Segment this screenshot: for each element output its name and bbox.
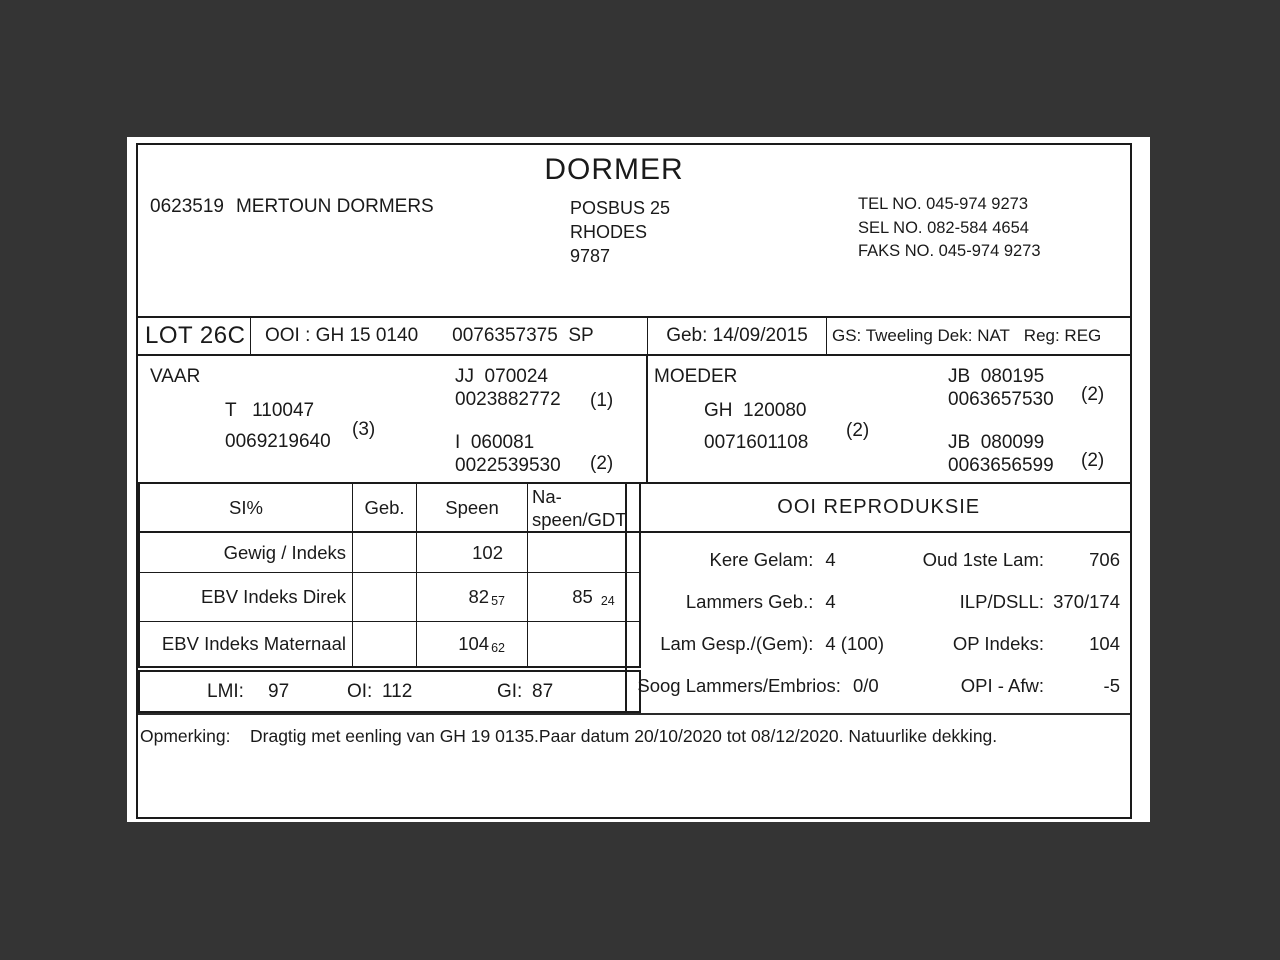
gewig-speen-main: 102 <box>472 541 503 563</box>
lam-gesp-pair <box>637 633 884 655</box>
breed-title: DORMER <box>544 153 684 186</box>
breeder-name: MERTOUN DORMERS <box>235 196 434 217</box>
birth-date: Geb: 14/09/2015 <box>648 318 827 354</box>
lmi-value: 97 <box>268 681 290 702</box>
opi-afw-label: OPI - Afw: <box>960 675 1044 696</box>
remark-row <box>138 713 1130 817</box>
oi-value: 112 <box>382 681 413 702</box>
opi-afw-pair <box>884 675 1120 697</box>
gewig-speen-value <box>417 533 528 573</box>
sire-label: VAAR <box>150 366 201 387</box>
reproduction-row-3 <box>627 623 1130 665</box>
sire-dam-name: I 060081 <box>455 432 535 453</box>
oud-1ste-lam-label: Oud 1ste Lam: <box>922 549 1044 570</box>
sire-name: T 110047 <box>225 400 315 421</box>
index-summary-bar <box>138 670 641 713</box>
sire-mark: (3) <box>352 419 376 440</box>
tel-number: TEL NO. 045-974 9273 <box>858 195 1028 213</box>
ewe-id: OOI : GH 15 0140 <box>265 325 419 346</box>
row-label-ebv-direk: EBV Indeks Direk <box>140 573 353 622</box>
oud-1ste-lam-pair <box>884 549 1120 571</box>
reproduction-row-1 <box>627 539 1130 581</box>
lmi-label: LMI: <box>207 681 244 702</box>
ewe-registration-number: 0076357375 SP <box>452 325 594 346</box>
address-line-3: 9787 <box>570 246 611 266</box>
col-header-naspeen-line2: speen/GDT <box>532 509 627 530</box>
dam-number: 0071601108 <box>704 432 809 453</box>
ebv-maternaal-geb-value <box>353 622 417 666</box>
address-block <box>570 196 670 268</box>
lammers-geb-label: Lammers Geb.: <box>685 591 814 612</box>
ilp-dsll-pair <box>884 591 1120 613</box>
index-column <box>138 484 627 713</box>
ilp-dsll-value: 370/174 <box>1053 591 1120 612</box>
dam-cell <box>648 356 1130 482</box>
remark-label: Opmerking: <box>140 726 231 746</box>
dam-sire-mark: (2) <box>1081 384 1105 405</box>
sire-dam-mark: (2) <box>590 453 614 474</box>
fax-number: FAKS NO. 045-974 9273 <box>858 242 1041 260</box>
breeder-line <box>150 196 434 218</box>
si-index-table <box>138 484 641 668</box>
ebv-direk-geb-value <box>353 573 417 622</box>
ebv-direk-naspeen-sub: 24 <box>600 594 615 608</box>
birth-status-mating-reg: GS: Tweeling Dek: NAT Reg: REG <box>832 326 1102 345</box>
row-label-gewig: Gewig / Indeks <box>140 533 353 573</box>
address-line-1: POSBUS 25 <box>570 198 671 218</box>
lammers-geb-pair <box>637 591 884 613</box>
ebv-maternaal-speen-value <box>417 622 528 666</box>
lam-gesp-value: 4 (100) <box>825 633 884 654</box>
kere-gelam-label: Kere Gelam: <box>709 549 814 570</box>
pedigree-row <box>138 356 1130 484</box>
oi-label: OI: <box>347 681 373 702</box>
catalog-card <box>127 137 1150 822</box>
reproduction-row-2 <box>627 581 1130 623</box>
dam-dam-mark: (2) <box>1081 450 1105 471</box>
gi-value: 87 <box>532 681 554 702</box>
gewig-geb-value <box>353 533 417 573</box>
ilp-dsll-label: ILP/DSLL: <box>959 591 1044 612</box>
sire-number: 0069219640 <box>225 431 331 452</box>
remark-text: Dragtig met eenling van GH 19 0135.Paar datum 20/10/2020 tot 08/12/2020. Natuurlike dekking. <box>250 726 998 746</box>
gi-label: GI: <box>497 681 523 702</box>
cell-number: SEL NO. 082-584 4654 <box>858 218 1029 237</box>
op-indeks-label: OP Indeks: <box>952 633 1044 654</box>
sire-cell <box>138 356 648 482</box>
dam-label: MOEDER <box>654 366 738 387</box>
reproduction-row-4 <box>627 665 1130 707</box>
gewig-naspeen-value <box>528 533 639 573</box>
ebv-direk-speen-value <box>417 573 528 622</box>
ewe-id-cell <box>251 318 648 354</box>
ebv-maternaal-speen-main: 104 <box>458 633 490 654</box>
card-frame <box>136 143 1132 819</box>
dam-sire-number: 0063657530 <box>948 389 1054 410</box>
kere-gelam-value: 4 <box>825 549 836 570</box>
breeder-id: 0623519 <box>150 196 224 217</box>
reproduction-box <box>627 484 1130 713</box>
ebv-direk-speen-main: 82 <box>468 586 490 607</box>
card-header <box>138 145 1130 316</box>
soog-lammers-label: Soog Lammers/Embrios: <box>637 675 841 696</box>
sire-sire-number: 0023882772 <box>455 389 561 410</box>
sire-dam-number: 0022539530 <box>455 455 561 476</box>
oud-1ste-lam-value: 706 <box>1089 549 1120 570</box>
lammers-geb-value: 4 <box>825 591 836 612</box>
address-line-2: RHODES <box>570 222 648 242</box>
ebv-maternaal-speen-sub: 62 <box>491 641 505 655</box>
col-header-naspeen <box>528 484 639 533</box>
kere-gelam-pair <box>637 549 884 571</box>
dam-dam-number: 0063656599 <box>948 455 1054 476</box>
body-row <box>138 484 1130 713</box>
op-indeks-pair <box>884 633 1120 655</box>
lot-number: LOT 26C <box>138 318 251 354</box>
op-indeks-value: 104 <box>1089 633 1120 654</box>
ebv-direk-naspeen-main: 85 <box>572 586 593 607</box>
reproduction-rows <box>627 539 1130 707</box>
sire-sire-mark: (1) <box>590 390 614 411</box>
row-label-ebv-maternaal: EBV Indeks Maternaal <box>140 622 353 666</box>
sire-sire-name: JJ 070024 <box>455 366 548 387</box>
dam-dam-name: JB 080099 <box>948 432 1045 453</box>
ebv-maternaal-naspeen-value <box>528 622 639 666</box>
reproduction-title: OOI REPRODUKSIE <box>627 484 1130 533</box>
soog-lammers-value: 0/0 <box>852 675 879 696</box>
col-header-speen: Speen <box>417 484 528 533</box>
ebv-direk-naspeen-value <box>528 573 639 622</box>
col-header-naspeen-line1: Na- <box>532 486 562 507</box>
dam-name: GH 120080 <box>704 400 807 421</box>
col-header-geb: Geb. <box>353 484 417 533</box>
contact-block <box>858 193 1041 264</box>
col-header-si: SI% <box>140 484 353 533</box>
opi-afw-value: -5 <box>1103 675 1120 696</box>
dam-mark: (2) <box>846 420 870 441</box>
ebv-direk-speen-sub: 57 <box>491 594 505 608</box>
lot-row <box>138 316 1130 356</box>
lam-gesp-label: Lam Gesp./(Gem): <box>660 633 814 654</box>
dam-sire-name: JB 080195 <box>948 366 1045 387</box>
soog-lammers-pair <box>637 675 884 697</box>
